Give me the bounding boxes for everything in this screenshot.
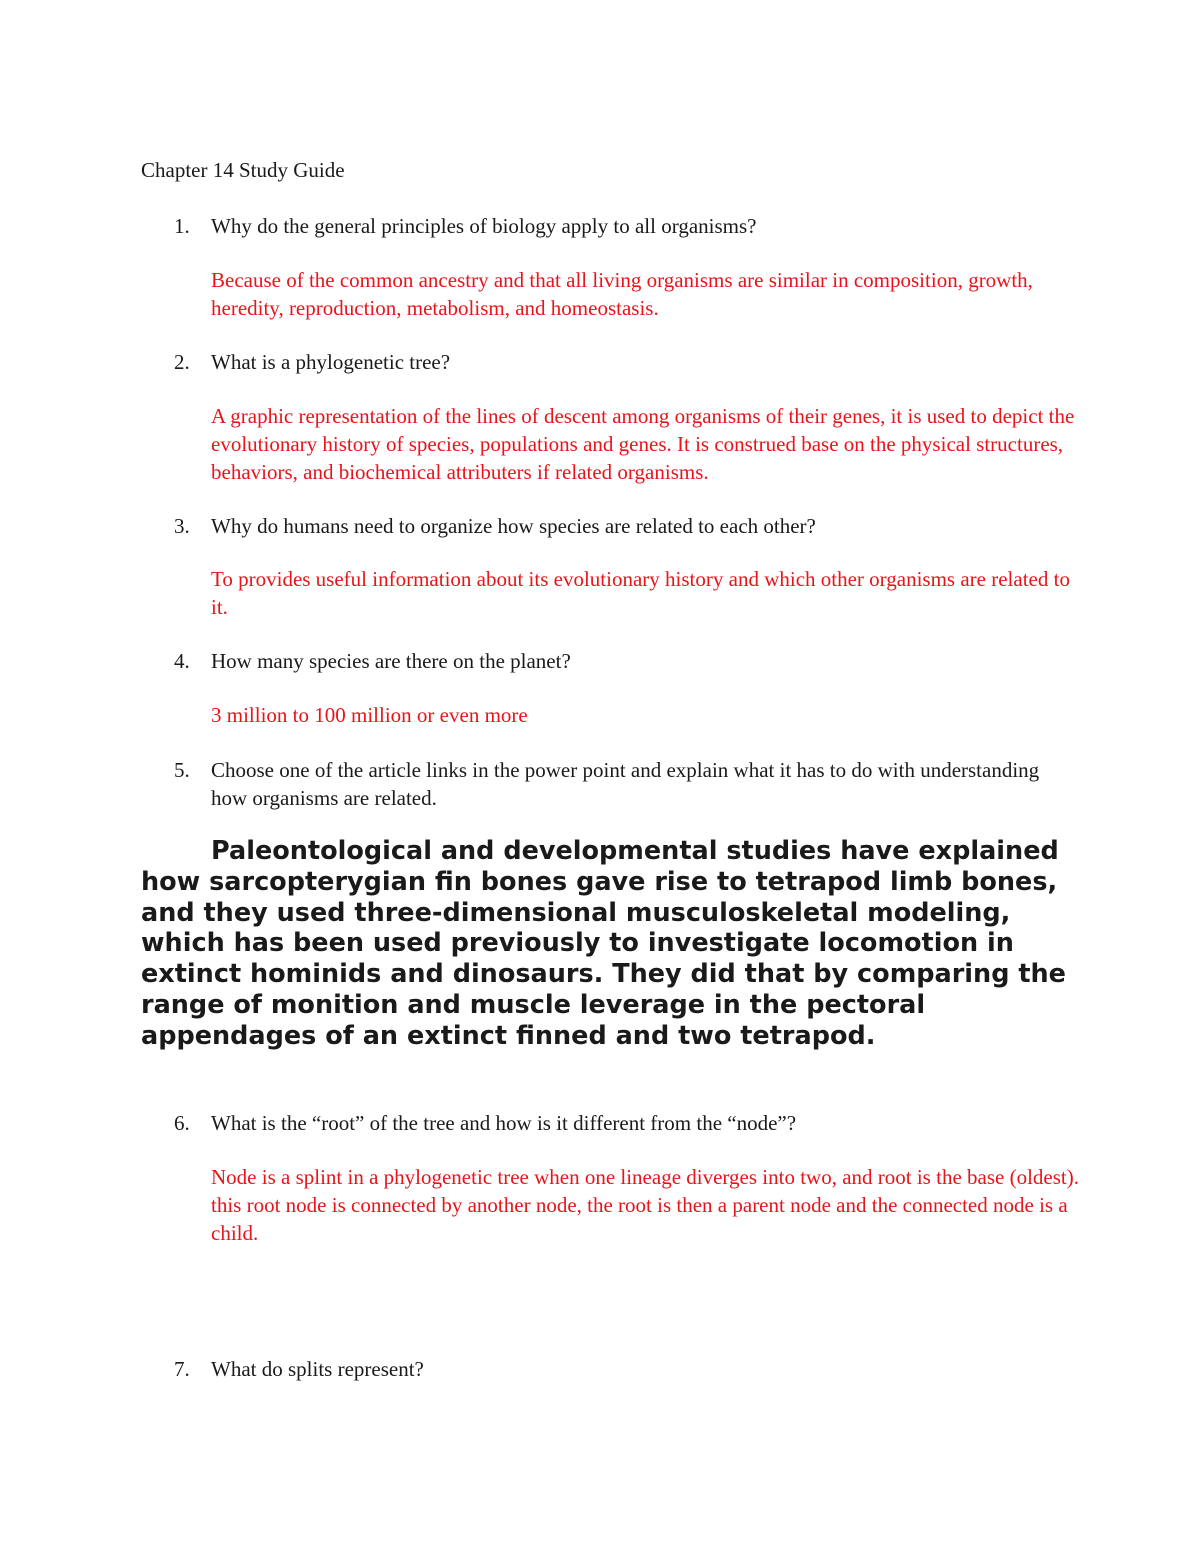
question-text: What is the “root” of the tree and how is it different from the “node”? (211, 1111, 797, 1135)
question-6 (141, 1109, 1071, 1137)
question-number: 2. (174, 350, 190, 374)
question-number: 1. (174, 214, 190, 238)
question-text: How many species are there on the planet? (211, 649, 571, 673)
question-text: What is a phylogenetic tree? (211, 350, 451, 374)
question-7 (141, 1355, 1071, 1383)
question-number: 5. (174, 758, 190, 782)
answer-5-essay: Paleontological and developmental studies have explained how sarcopterygian fin bones gave rise to tetrapod limb bones, and they used three-dimensional musculoskeletal modeling, which has been used previously to investigate locomotion in extinct hominids and dinosaurs. They did that by comparing the range of monition and muscle leverage in the pectoral appendages of an extinct finned and two tetrapod. (141, 836, 1066, 1051)
question-number: 3. (174, 514, 190, 538)
answer-1: Because of the common ancestry and that all living organisms are similar in composition, growth, heredity, reproduction, metabolism, and homeostasis. (211, 268, 1033, 320)
question-number: 6. (174, 1111, 190, 1135)
page-title: Chapter 14 Study Guide (141, 158, 345, 182)
question-2 (141, 348, 1071, 376)
question-5 (141, 756, 1071, 812)
answer-6: Node is a splint in a phylogenetic tree when one lineage diverges into two, and root is the base (oldest). this root node is connected by another node, the root is then a parent node and the connected node is a child. (211, 1165, 1079, 1245)
question-text: Why do humans need to organize how species are related to each other? (211, 514, 816, 538)
question-number: 4. (174, 649, 190, 673)
question-1 (141, 212, 1071, 240)
question-text: Why do the general principles of biology apply to all organisms? (211, 214, 757, 238)
question-4 (141, 647, 1071, 675)
answer-3: To provides useful information about its evolutionary history and which other organisms are related to it. (211, 567, 1070, 619)
question-text: Choose one of the article links in the power point and explain what it has to do with understanding how organisms are related. (211, 758, 1040, 810)
question-number: 7. (174, 1357, 190, 1381)
question-text: What do splits represent? (211, 1357, 424, 1381)
question-3 (141, 512, 1071, 540)
answer-4: 3 million to 100 million or even more (211, 703, 528, 727)
answer-2: A graphic representation of the lines of descent among organisms of their genes, it is used to depict the evolutionary history of species, populations and genes. It is construed base on the physical structures, behaviors, and biochemical attributers if related organisms. (211, 404, 1075, 484)
